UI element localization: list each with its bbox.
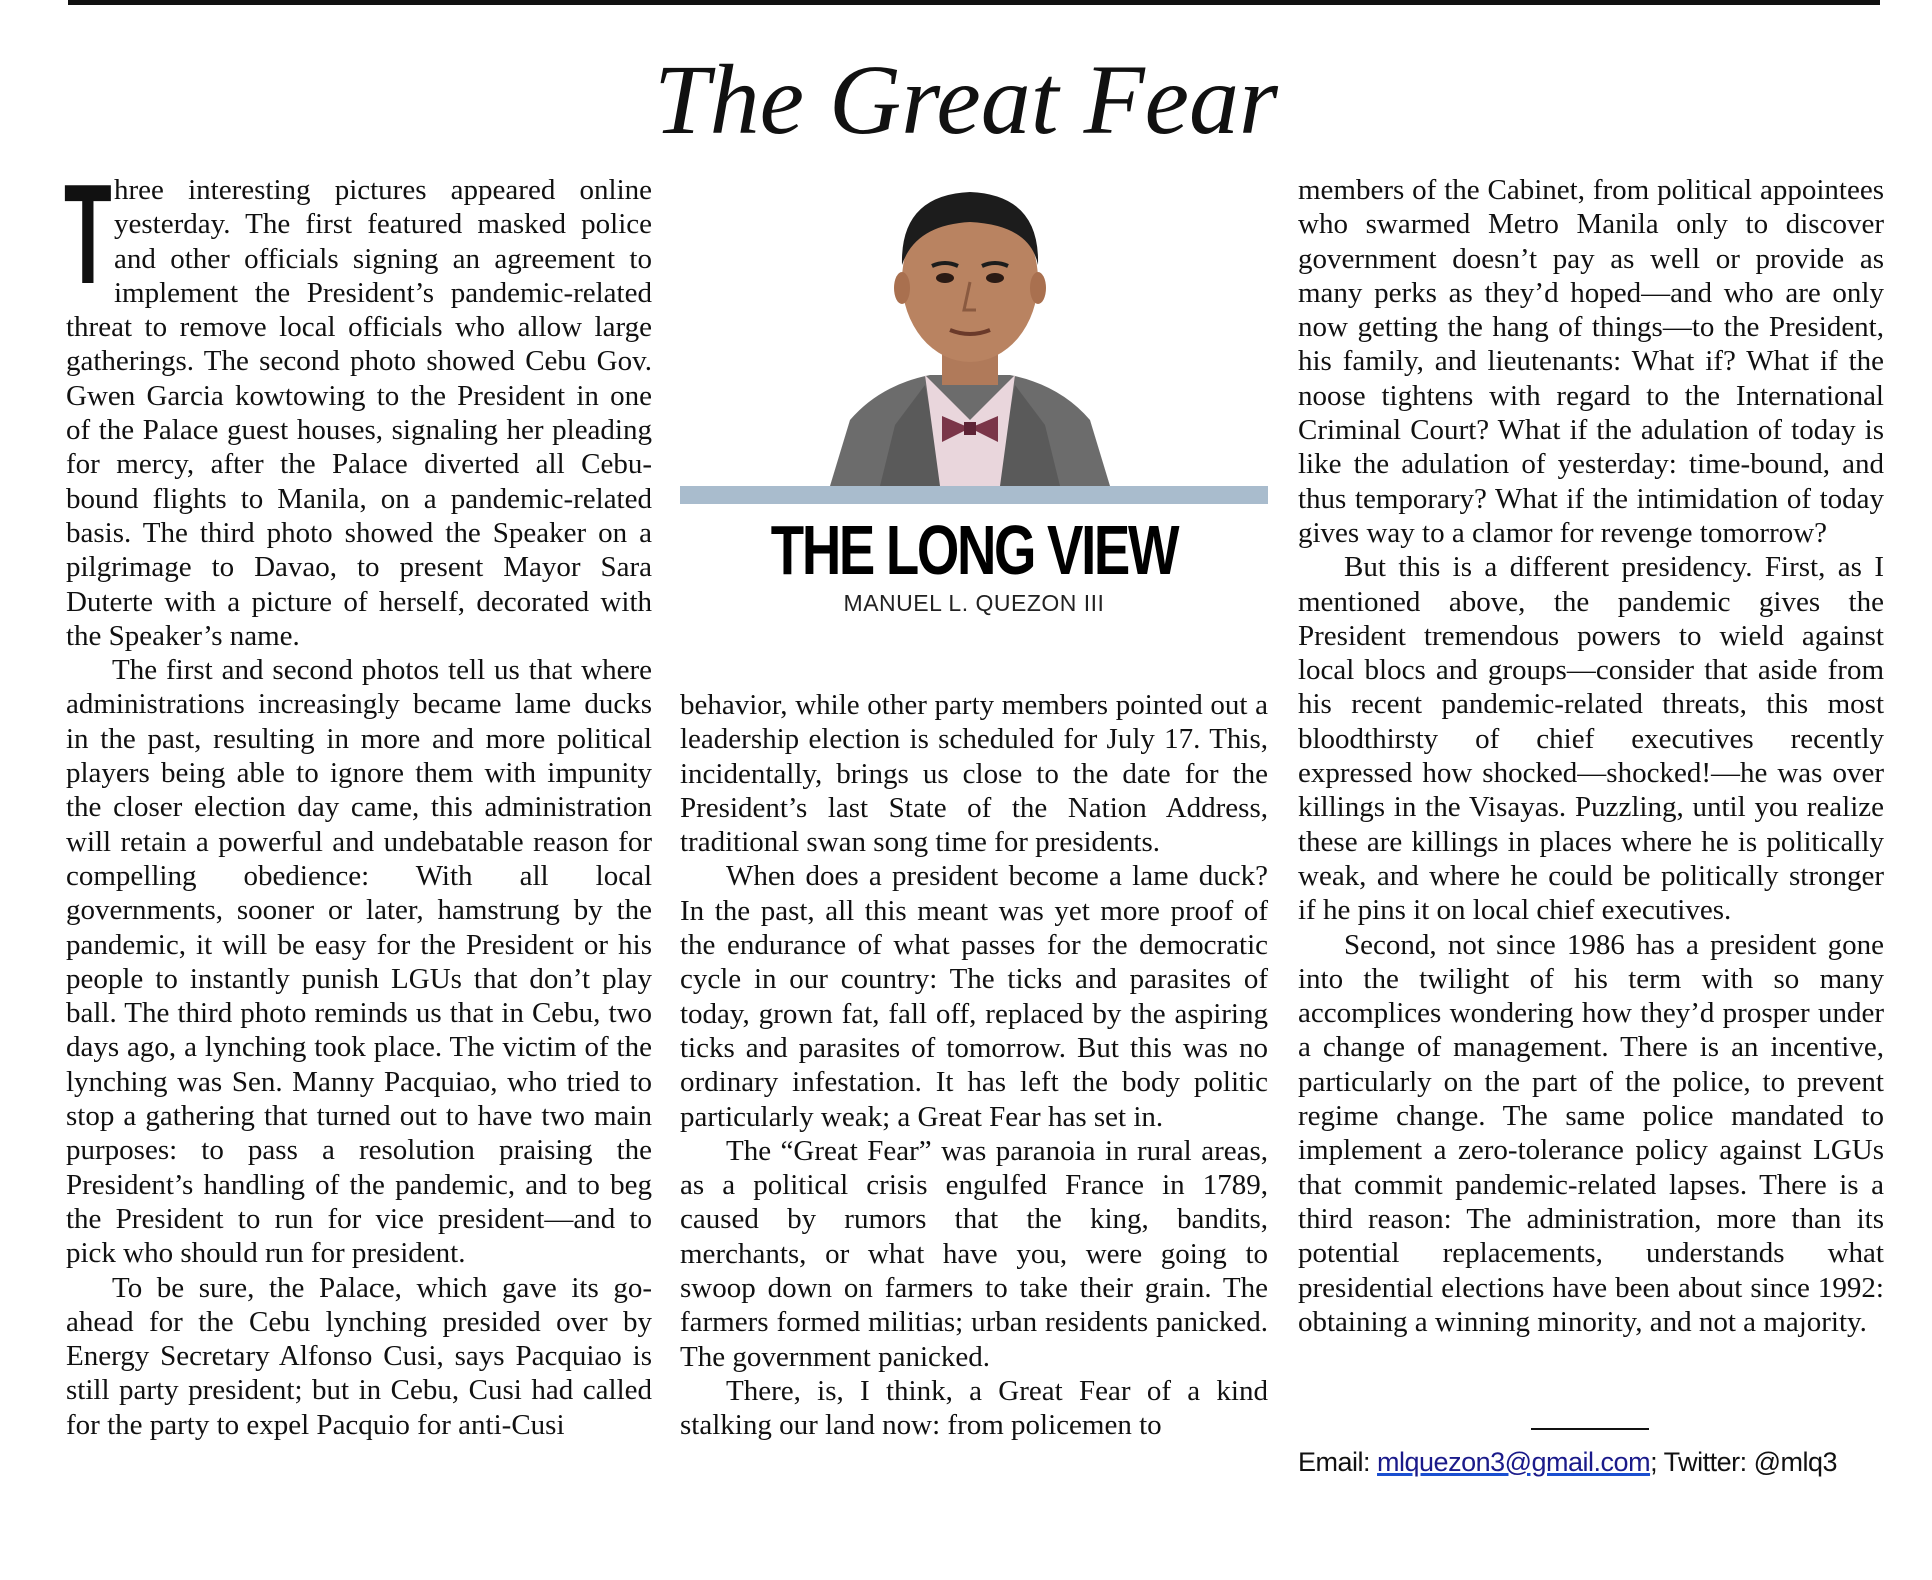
paragraph: Second, not since 1986 has a president gone into the twilight of his term with so many accomplices wondering how they’d prosper under a change of management. There is an incentive, particularly on the part of the police, to prevent regime change. The same police mandated to implement a zero-tolerance policy against LGUs that commit pandemic-related lapses. There is a third reason: The administration, more than its potential replacements, understands what presidential elections have been about since 1992: obtaining a winning minority, and not a majority. xyxy=(1298,928,1884,1338)
paragraph: The “Great Fear” was paranoia in rural areas, as a political crisis engulfed France in 1789, caused by rumors that the king, bandits, merchants, or what have you, were going to swoop down on farmers to take their grain. The farmers formed militias; urban residents panicked. The government panicked. xyxy=(680,1134,1268,1373)
email-label: Email: xyxy=(1298,1447,1371,1477)
paragraph: members of the Cabinet, from political appointees who swarmed Metro Manila only to discover government doesn’t pay as well or provide as many perks as they’d hoped—and who are only now getting the hang of things—to the President, his family, and lieutenants: What if? What if the noose tightens with regard to the International Criminal Court? What if the adulation of today is like the adulation of yesterday: time-bound, and thus temporary? What if the intimidation of today gives way to a clamor for revenge tomorrow? xyxy=(1298,174,1884,549)
paragraph: The first and second photos tell us that where administrations increasingly became lame ducks in the past, resulting in more and more political players being able to ignore them with impunity the closer election day came, this administration will retain a powerful and undebatable reason for compelling obedience: With all local governments, sooner or later, hamstrung by the pandemic, it will be easy for the President or his people to instantly punish LGUs that don’t play ball. The third photo reminds us that in Cebu, two days ago, a lynching took place. The victim of the lynching was Sen. Manny Pacquiao, who tried to stop a gathering that turned out to have two main purposes: to pass a resolution praising the President’s handling of the pandemic, and to beg the President to run for vice president—and to pick who should run for president. xyxy=(66,654,652,1270)
drop-cap: T xyxy=(64,155,112,314)
contact-separator: ; xyxy=(1650,1447,1658,1477)
paragraph-text: hree interesting pictures appeared online yesterday. The first featured masked police and other officials signing an agreement to implement the President’s pandemic-related threat to remove local officials who allow large gatherings. The second photo showed Cebu Gov. Gwen Garcia kowtowing to the President in one of the Palace guest houses, signaling her pleading for mercy, after the Palace diverted all Cebu-bound flights to Manila, on a pandemic-related basis. The third photo showed the Speaker on a pilgrimage to Davao, to present Mayor Sara Duterte with a picture of herself, decorated with the Speaker’s name. xyxy=(66,174,652,652)
article-headline: The Great Fear xyxy=(654,44,1278,155)
article-column-3 xyxy=(1298,173,1884,1339)
paragraph: But this is a different presidency. First, as I mentioned above, the pandemic gives the President tremendous powers to wield against local blocs and groups—consider that aside from his recent pandemic-related threats, this most bloodthirsty of chief executives recently expressed how shocked—shocked!—he was over killings in the Visayas. Puzzling, until you realize these are killings in places where he is politically weak, and where he could be politically stronger if he pins it on local chief executives. xyxy=(1298,551,1884,927)
paragraph: behavior, while other party members pointed out a leadership election is scheduled for July 17. This, incidentally, brings us close to the date for the President’s last State of the Nation Address, traditional swan song time for presidents. xyxy=(680,689,1268,859)
email-link[interactable]: mlquezon3@gmail.com xyxy=(1377,1447,1651,1477)
article-column-2 xyxy=(680,688,1268,1443)
twitter-label: Twitter: xyxy=(1663,1447,1747,1477)
paragraph: To be sure, the Palace, which gave its go-ahead for the Cebu lynching presided over by Energy Secretary Alfonso Cusi, says Pacquiao is still party president; but in Cebu, Cusi had called for the party to expel Pacquio for anti-Cusi xyxy=(66,1271,652,1441)
byline-bar xyxy=(680,486,1268,504)
author-name: MANUEL L. QUEZON III xyxy=(843,590,1105,616)
contact-line xyxy=(1298,1447,1888,1478)
columnist-portrait xyxy=(680,170,1268,486)
top-rule xyxy=(68,0,1880,5)
paragraph: When does a president become a lame duck? In the past, all this meant was yet more proof of the endurance of what passes for the democratic cycle in our country: The ticks and parasites of today, grown fat, fall off, replaced by the aspiring ticks and parasites of tomorrow. But this was no ordinary infestation. It has left the body politic particularly weak; a Great Fear has set in. xyxy=(680,860,1268,1133)
paragraph xyxy=(64,155,652,653)
twitter-handle[interactable]: @mlq3 xyxy=(1753,1447,1838,1477)
paragraph: There, is, I think, a Great Fear of a kind stalking our land now: from policemen to xyxy=(680,1374,1268,1442)
article-column-1 xyxy=(64,155,652,1442)
end-rule xyxy=(1531,1428,1649,1430)
next-article-headline-cutoff xyxy=(480,1520,1580,1580)
column-name: THE LONG VIEW xyxy=(770,511,1178,589)
